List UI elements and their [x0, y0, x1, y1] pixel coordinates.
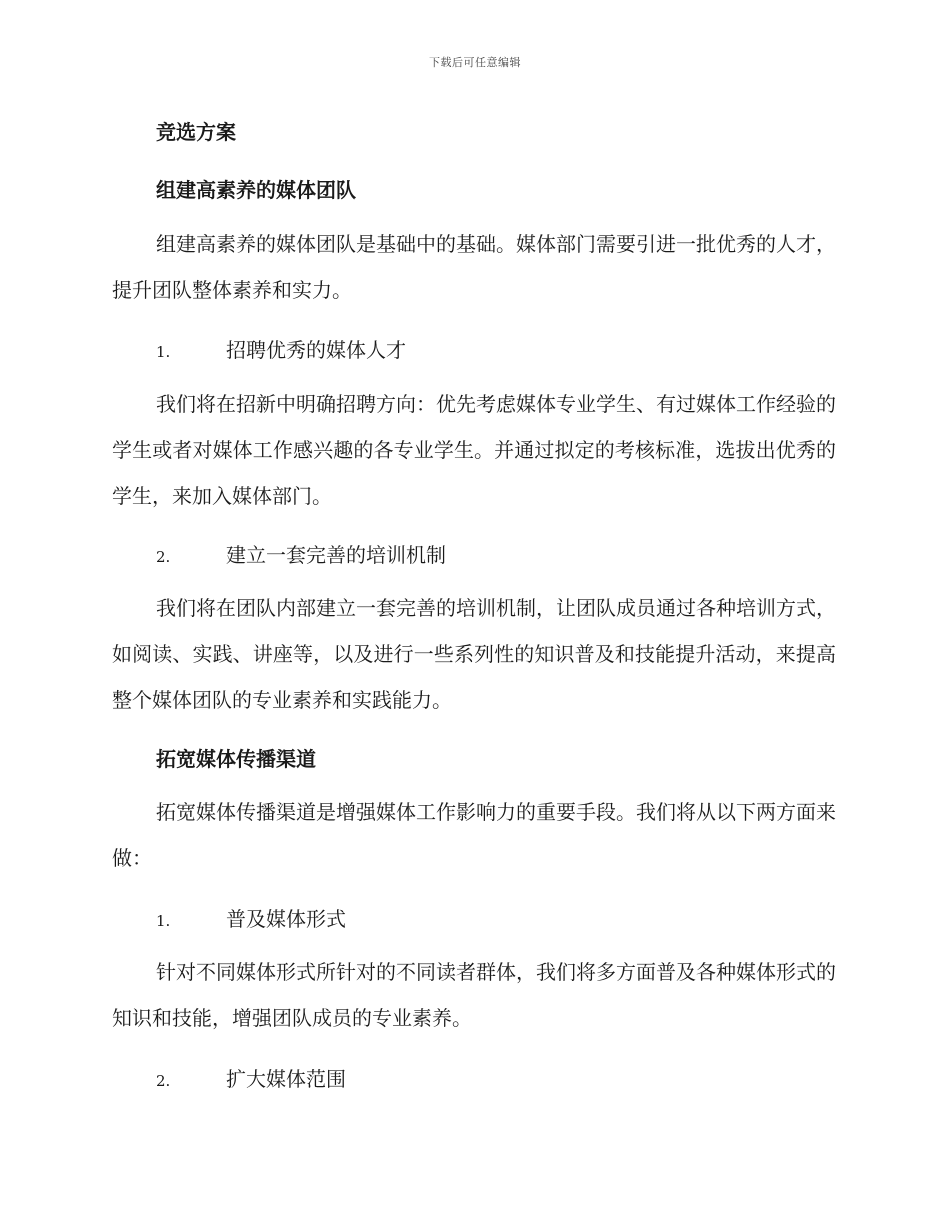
list-title: 招聘优秀的媒体人才 [226, 338, 406, 362]
list-title: 建立一套完善的培训机制 [226, 543, 446, 567]
list-title: 扩大媒体范围 [226, 1067, 346, 1091]
page-header-note: 下载后可任意编辑 [429, 56, 521, 69]
list-item [156, 539, 446, 568]
list-item [156, 903, 346, 932]
section2-heading: 拓宽媒体传播渠道 [156, 747, 316, 771]
list-number: 1. [156, 343, 171, 361]
section2-item1-body: 针对不同媒体形式所针对的不同读者群体，我们将多方面普及各种媒体形式的知识和技能，增强团队成员的专业素养。 [112, 960, 836, 1030]
list-number: 2. [156, 1072, 171, 1090]
list-item [156, 334, 406, 363]
section2-intro: 拓宽媒体传播渠道是增强媒体工作影响力的重要手段。我们将从以下两方面来做： [112, 800, 836, 870]
list-number: 2. [156, 548, 171, 566]
section1-item1-body: 我们将在招新中明确招聘方向：优先考虑媒体专业学生、有过媒体工作经验的学生或者对媒体工作感兴趣的各专业学生。并通过拟定的考核标准，选拔出优秀的学生，来加入媒体部门。 [112, 392, 836, 508]
section1-heading: 组建高素养的媒体团队 [156, 178, 356, 202]
section1-intro: 组建高素养的媒体团队是基础中的基础。媒体部门需要引进一批优秀的人才，提升团队整体素养和实力。 [112, 232, 836, 302]
document-title: 竞选方案 [156, 120, 236, 144]
list-item [156, 1063, 346, 1092]
list-title: 普及媒体形式 [226, 907, 346, 931]
list-number: 1. [156, 912, 171, 930]
section1-item2-body: 我们将在团队内部建立一套完善的培训机制，让团队成员通过各种培训方式，如阅读、实践、讲座等，以及进行一些系列性的知识普及和技能提升活动，来提高整个媒体团队的专业素养和实践能力。 [112, 596, 836, 712]
